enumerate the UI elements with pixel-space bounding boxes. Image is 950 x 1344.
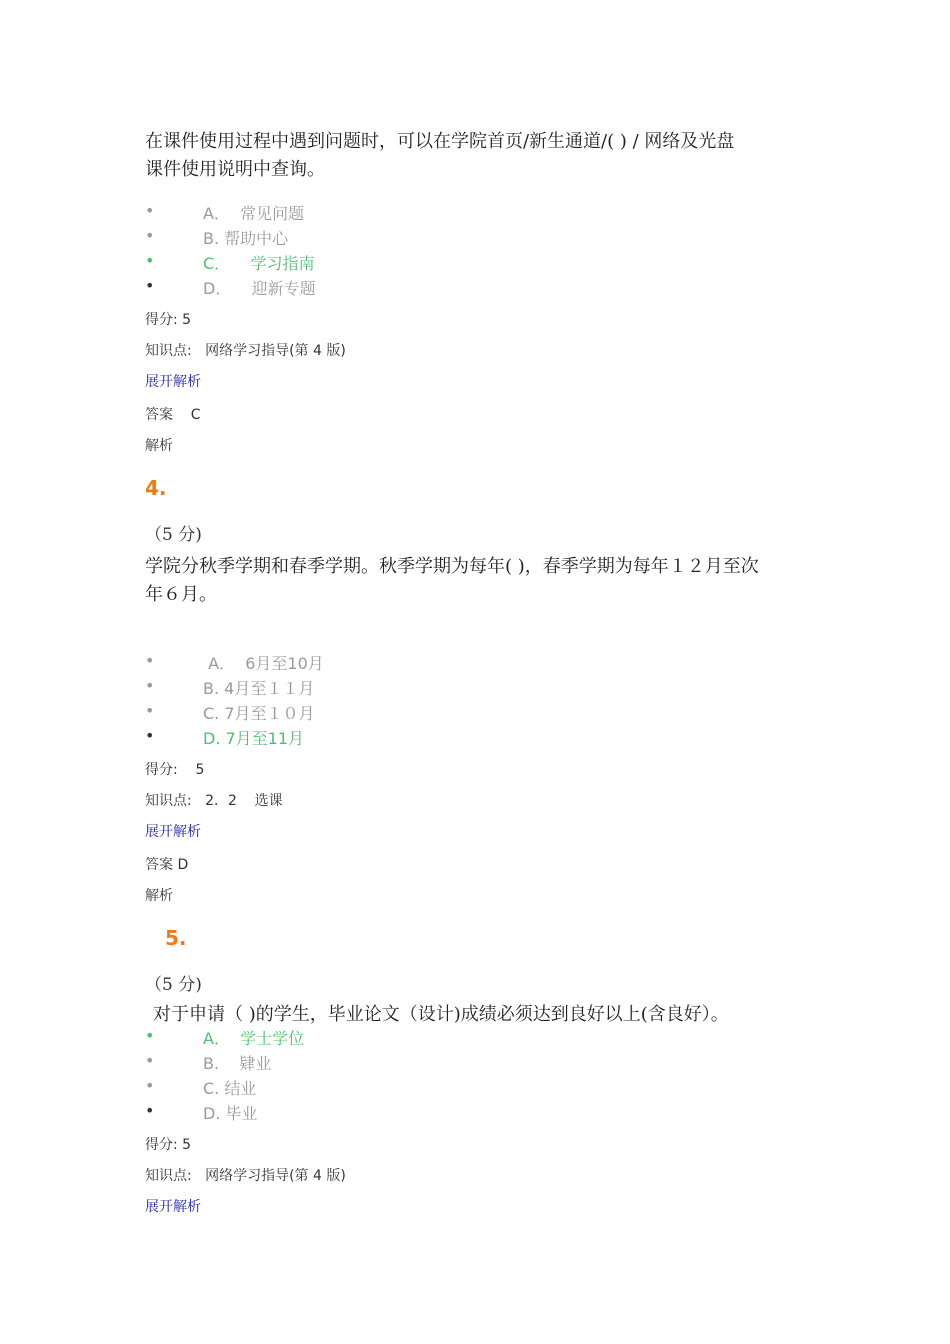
q4-stem-line2: 年６月。 (145, 584, 217, 605)
q3-knowledge-point: 知识点: 网络学习指导(第 4 版) (145, 343, 346, 359)
q4-score: 得分: 5 (145, 762, 205, 778)
option-label: B. 肄业 (203, 1054, 272, 1073)
q5-points: （5 分) (145, 975, 202, 995)
bullet-icon: • (145, 251, 155, 270)
q5-stem-line1: 对于申请（ )的学生，毕业论文（设计)成绩必须达到良好以上(含良好）。 (153, 1004, 729, 1025)
bullet-icon: • (145, 226, 155, 245)
bullet-icon: • (145, 676, 155, 695)
q3-expand-analysis-link[interactable]: 展开解析 (145, 374, 201, 390)
bullet-icon: • (145, 651, 155, 670)
option-label: C. 结业 (203, 1079, 257, 1098)
option-label: D． 迎新专题 (203, 279, 316, 298)
bullet-icon: • (145, 1076, 155, 1095)
q4-points: （5 分) (145, 525, 202, 545)
q3-stem-line2: 课件使用说明中查询。 (145, 159, 325, 180)
q3-score: 得分: 5 (145, 312, 192, 328)
option-label: A． 学士学位 (203, 1029, 305, 1048)
option-label: B. 4月至１１月 (203, 679, 315, 698)
q5-number: 5. (165, 926, 187, 950)
bullet-icon: • (145, 726, 155, 745)
q4-analysis-label: 解析 (145, 888, 173, 904)
q4-number: 4. (145, 476, 167, 500)
q5-score: 得分: 5 (145, 1137, 192, 1153)
q4-answer: 答案 D (145, 857, 189, 873)
q4-knowledge-point: 知识点: 2．2 选课 (145, 793, 283, 809)
bullet-icon: • (145, 701, 155, 720)
bullet-icon: • (145, 1051, 155, 1070)
bullet-icon: • (145, 276, 155, 295)
bullet-icon: • (145, 1026, 155, 1045)
q4-stem-line1: 学院分秋季学期和春季学期。秋季学期为每年( )，春季学期为每年１２月至次 (145, 556, 759, 577)
bullet-icon: • (145, 1101, 155, 1120)
option-label: A． 6月至10月 (203, 654, 324, 673)
q3-stem-line1: 在课件使用过程中遇到问题时，可以在学院首页/新生通道/( ) / 网络及光盘 (145, 131, 735, 152)
option-label: C. 7月至１０月 (203, 704, 315, 723)
q3-analysis-label: 解析 (145, 438, 173, 454)
option-label: D. 毕业 (203, 1104, 258, 1123)
bullet-icon: • (145, 201, 155, 220)
option-label: A． 常见问题 (203, 204, 305, 223)
q4-expand-analysis-link[interactable]: 展开解析 (145, 824, 201, 840)
q5-expand-analysis-link[interactable]: 展开解析 (145, 1199, 201, 1215)
q3-answer: 答案 C (145, 407, 201, 423)
option-label: C． 学习指南 (203, 254, 315, 273)
option-label: D. 7月至11月 (203, 729, 305, 748)
q5-knowledge-point: 知识点: 网络学习指导(第 4 版) (145, 1168, 346, 1184)
option-label: B. 帮助中心 (203, 229, 289, 248)
